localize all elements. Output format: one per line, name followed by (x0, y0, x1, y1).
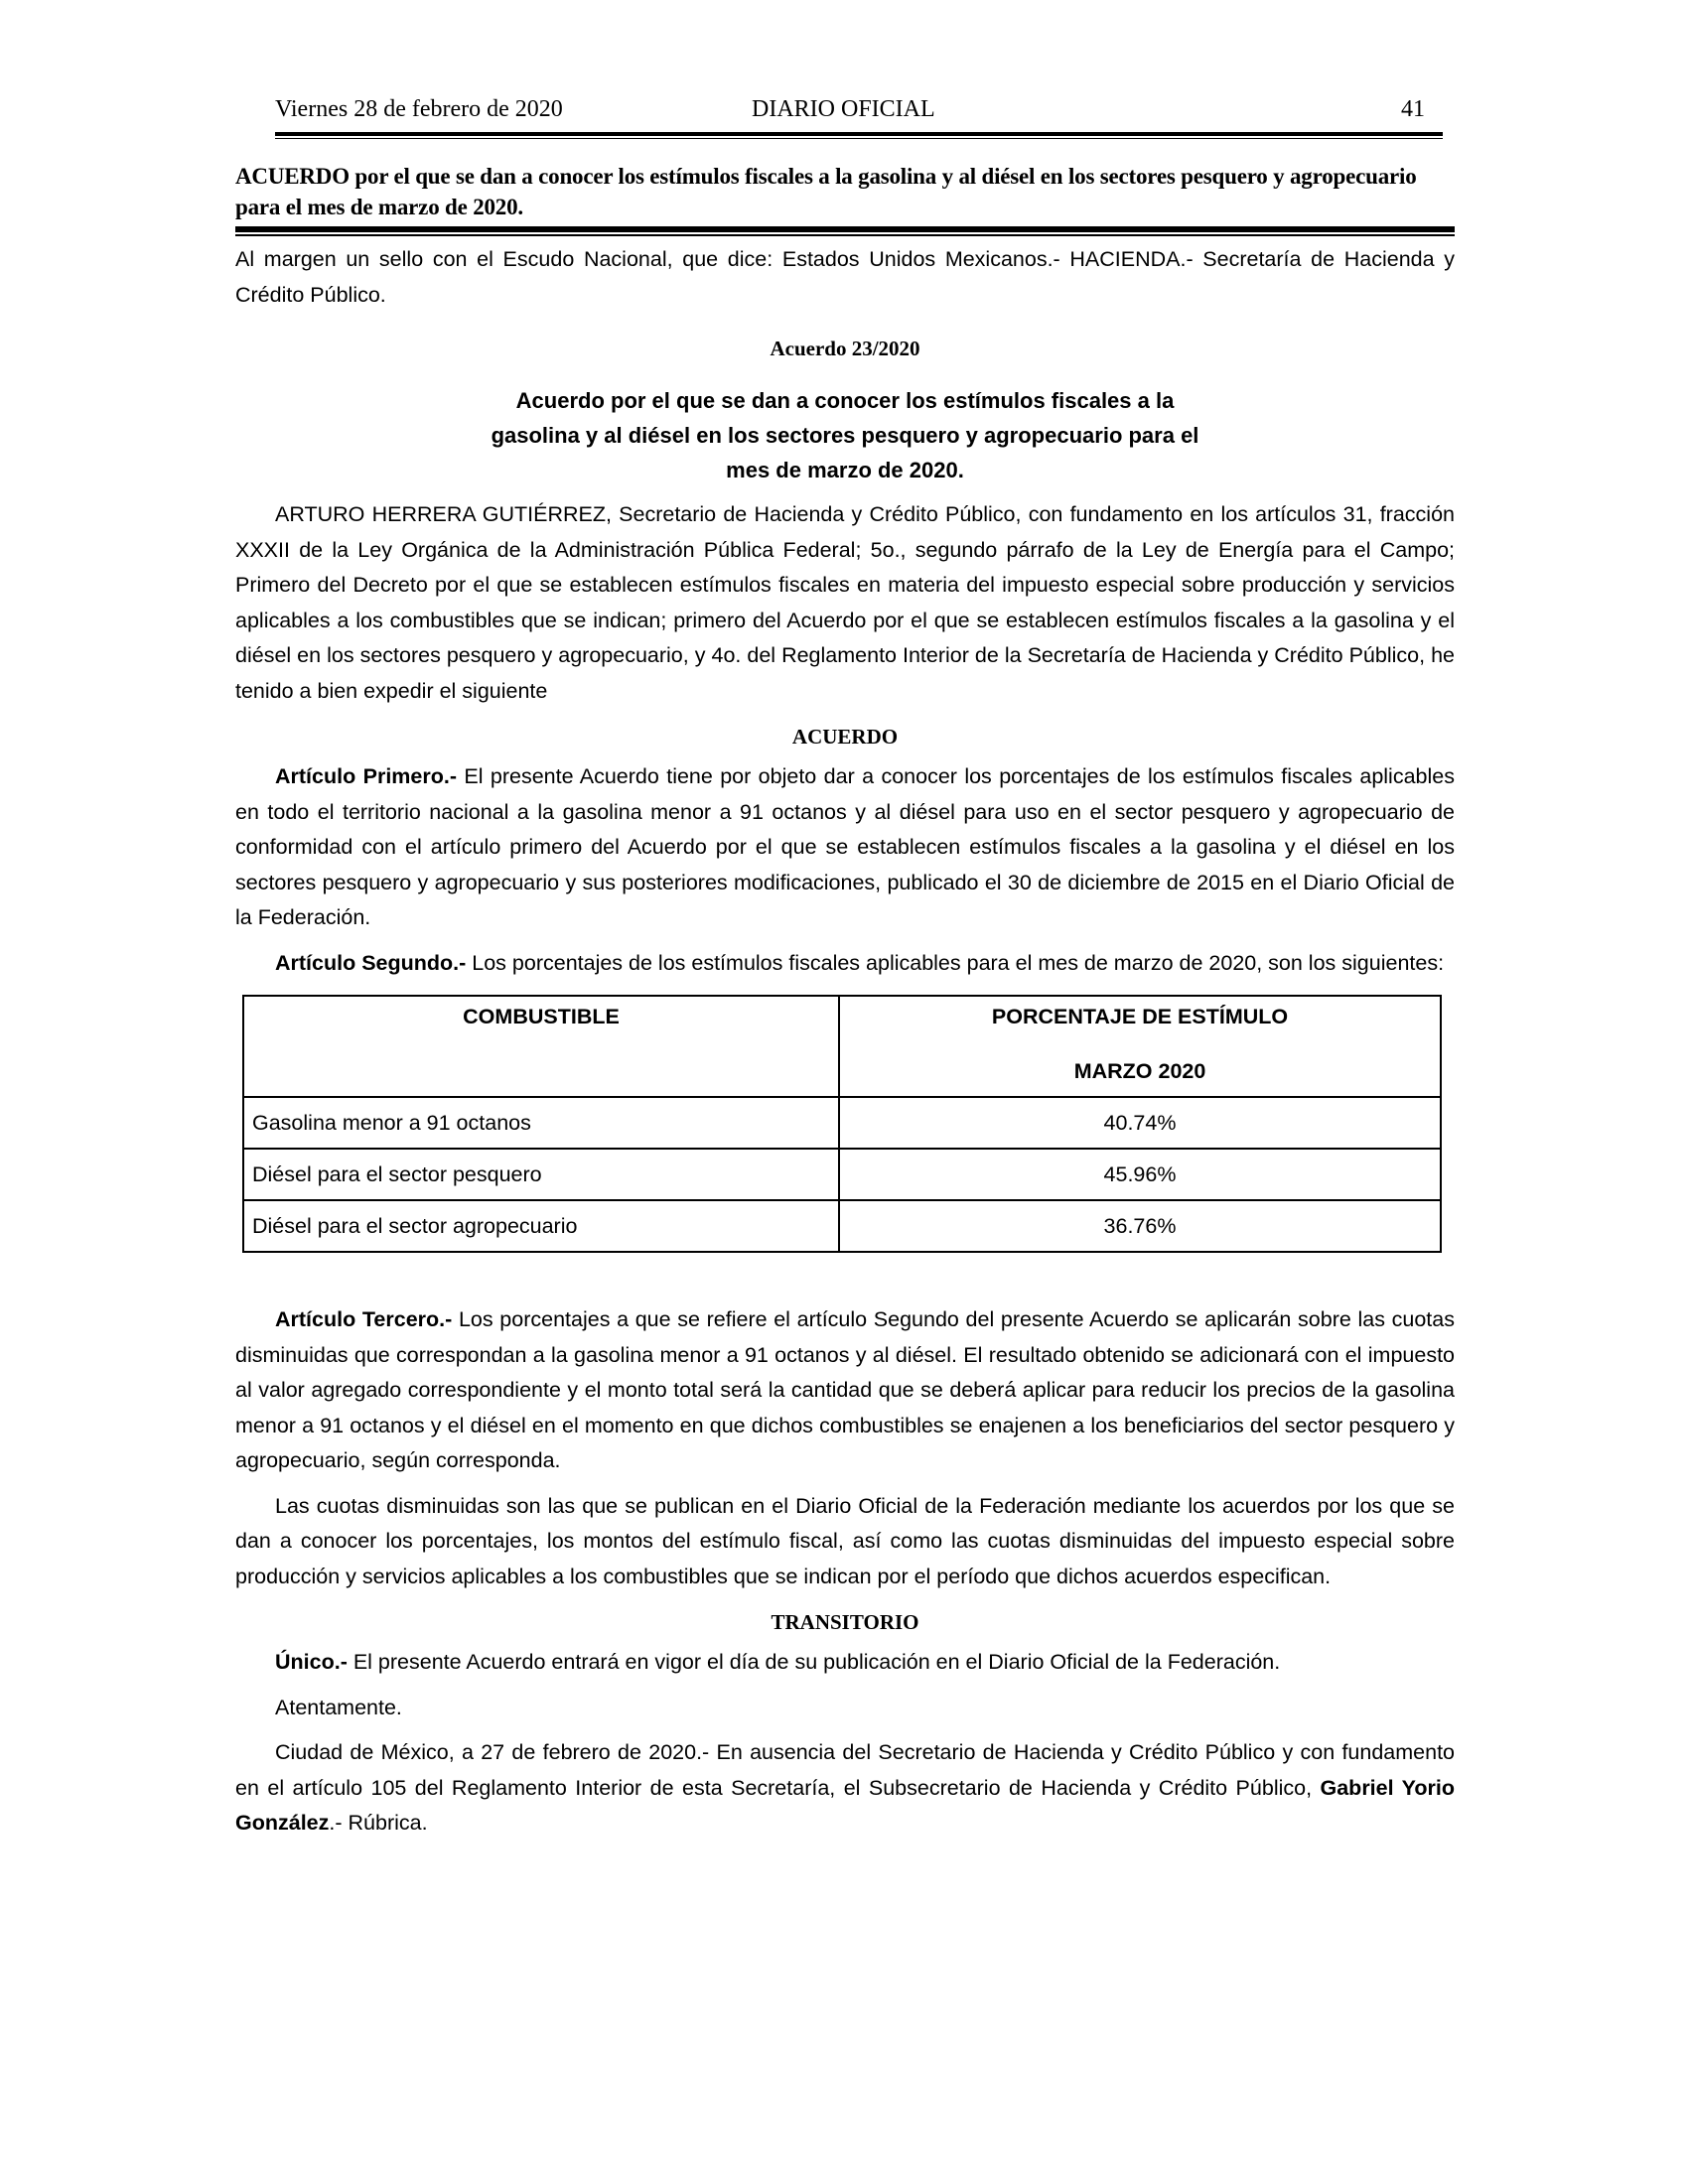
closing: Atentamente. (275, 1695, 402, 1719)
running-header (235, 94, 1455, 132)
article-label: Artículo Primero.- (275, 764, 457, 788)
subtitle-line: Acuerdo por el que se dan a conocer los estímulos fiscales a la (515, 388, 1175, 413)
headline-rule (235, 226, 1455, 236)
document-page (235, 94, 1455, 1842)
article-label: Artículo Segundo.- (275, 950, 467, 975)
fuel-cell: Diésel para el sector pesquero (243, 1149, 839, 1200)
table-row (243, 1200, 1441, 1252)
subtitle-line: mes de marzo de 2020. (726, 458, 964, 482)
section-heading-acuerdo: ACUERDO (791, 725, 899, 749)
article-label: Artículo Tercero.- (275, 1307, 453, 1331)
article-segundo (235, 946, 1455, 982)
document-headline: ACUERDO por el que se dan a conocer los estímulos fiscales a la gasolina y al diésel en los sectores pesquero y agropecuario para el mes de marzo de 2020. (235, 164, 1417, 219)
article-text: El presente Acuerdo entrará en vigor el día de su publicación en el Diario Oficial de la Federación. (347, 1650, 1281, 1674)
percent-cell: 40.74% (839, 1097, 1441, 1149)
margin-note: Al margen un sello con el Escudo Nacional, que dice: Estados Unidos Mexicanos.- HACIENDA.- Secretaría de Hacienda y Crédito Público. (235, 247, 1455, 307)
article-primero (235, 759, 1455, 936)
article-tercero-paragraph-2: Las cuotas disminuidas son las que se publican en el Diario Oficial de la Federación mediante los acuerdos por los que se dan a conocer los porcentajes, los montos del estímulo fiscal, así como las cuotas disminuidas del impuesto especial sobre producción y servicios aplicables a los combustibles que se indican por el período que dichos acuerdos especifican. (235, 1493, 1455, 1588)
percent-cell: 36.76% (839, 1200, 1441, 1252)
article-text: Los porcentajes a que se refiere el artículo Segundo del presente Acuerdo se aplicarán sobre las cuotas disminuidas que correspondan a la gasolina menor a 91 octanos y al diésel. El resultado obtenido se adicionará con el impuesto al valor agregado correspondiente y el monto total será la cantidad que se deberá aplicar para reducir los precios de la gasolina menor a 91 octanos y el diésel en el momento en que dichos combustibles se enajenen a los beneficiarios del sector pesquero y agropecuario, según corresponda. (235, 1307, 1455, 1472)
publication-date: Viernes 28 de febrero de 2020 (275, 96, 563, 122)
fuel-cell: Diésel para el sector agropecuario (243, 1200, 839, 1252)
article-label: Único.- (275, 1650, 348, 1674)
publication-title: DIARIO OFICIAL (752, 96, 935, 122)
signature-text: Ciudad de México, a 27 de febrero de 2020.- En ausencia del Secretario de Hacienda y Crédito Público y con fundamento en el artículo 105 del Reglamento Interior de esta Secretaría, el Subsecretario de Hacienda y Crédito Público, (235, 1740, 1455, 1800)
transitorio-unico (235, 1645, 1455, 1681)
acuerdo-subtitle (428, 383, 1262, 487)
acuerdo-number: Acuerdo 23/2020 (770, 337, 920, 360)
header-rule (275, 132, 1443, 139)
section-heading-transitorio: TRANSITORIO (771, 1610, 919, 1634)
table-row (243, 1097, 1441, 1149)
column-header-percent: PORCENTAJE DE ESTÍMULO MARZO 2020 (839, 996, 1441, 1097)
signature-paragraph (235, 1735, 1455, 1842)
page-number: 41 (1401, 96, 1425, 122)
table-header-row (243, 996, 1441, 1097)
signature-suffix: .- Rúbrica. (329, 1811, 428, 1835)
stimulus-table (242, 995, 1442, 1253)
column-header-fuel: COMBUSTIBLE (243, 996, 839, 1097)
percent-cell: 45.96% (839, 1149, 1441, 1200)
article-tercero (235, 1302, 1455, 1479)
table-row (243, 1149, 1441, 1200)
subtitle-line: gasolina y al diésel en los sectores pesquero y agropecuario para el (491, 423, 1199, 448)
article-text: El presente Acuerdo tiene por objeto dar a conocer los porcentajes de los estímulos fiscales aplicables en todo el territorio nacional a la gasolina menor a 91 octanos y al diésel para uso en el sector pesquero y agropecuario de conformidad con el artículo primero del Acuerdo por el que se establecen estímulos fiscales a la gasolina y el diésel en los sectores pesquero y agropecuario y sus posteriores modificaciones, publicado el 30 de diciembre de 2015 en el Diario Oficial de la Federación. (235, 764, 1455, 929)
preamble-paragraph: ARTURO HERRERA GUTIÉRREZ, Secretario de Hacienda y Crédito Público, con fundamento en los artículos 31, fracción XXXII de la Ley Orgánica de la Administración Pública Federal; 5o., segundo párrafo de la Ley de Energía para el Campo; Primero del Decreto por el que se establecen estímulos fiscales en materia del impuesto especial sobre producción y servicios aplicables a los combustibles que se indican; primero del Acuerdo por el que se establecen estímulos fiscales a la gasolina y el diésel en los sectores pesquero y agropecuario, y 4o. del Reglamento Interior de la Secretaría de Hacienda y Crédito Público, he tenido a bien expedir el siguiente (235, 502, 1455, 703)
article-text: Los porcentajes de los estímulos fiscales aplicables para el mes de marzo de 2020, son los siguientes: (466, 950, 1445, 975)
signatory-name: Gabriel Yorio González (235, 1775, 1455, 1835)
fuel-cell: Gasolina menor a 91 octanos (243, 1097, 839, 1149)
